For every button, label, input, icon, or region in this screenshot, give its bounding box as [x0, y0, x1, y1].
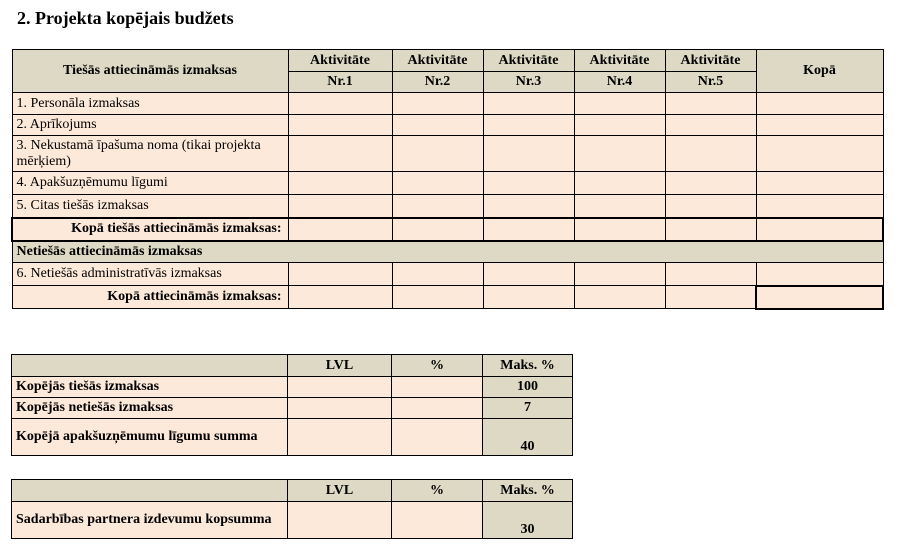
input-cell[interactable] — [665, 218, 756, 241]
input-cell[interactable] — [574, 195, 665, 218]
input-cell[interactable] — [288, 263, 392, 286]
input-cell[interactable] — [756, 172, 883, 195]
input-cell[interactable] — [288, 93, 392, 115]
summary-table — [11, 354, 573, 456]
input-cell[interactable] — [756, 195, 883, 218]
input-cell[interactable] — [483, 195, 574, 218]
input-cell[interactable] — [392, 218, 483, 241]
input-cell[interactable] — [483, 115, 574, 136]
input-cell[interactable] — [288, 377, 392, 398]
input-cell[interactable] — [483, 263, 574, 286]
partner-header-max: Maks. % — [483, 480, 573, 502]
input-cell[interactable] — [665, 136, 756, 172]
input-cell[interactable] — [665, 195, 756, 218]
input-cell[interactable] — [288, 195, 392, 218]
table-row — [12, 502, 573, 539]
input-cell[interactable] — [574, 263, 665, 286]
header-activity-5-top: Aktivitāte — [665, 50, 756, 72]
summary-label-direct: Kopējās tiešās izmaksas — [12, 377, 288, 398]
header-activity-4-top: Aktivitāte — [574, 50, 665, 72]
row-label-indirect-admin: 6. Netiešās administratīvās izmaksas — [12, 263, 288, 286]
input-cell[interactable] — [288, 419, 392, 456]
grand-total-label: Kopā attiecināmās izmaksas: — [12, 286, 288, 309]
input-cell[interactable] — [288, 502, 392, 539]
input-cell[interactable] — [392, 502, 483, 539]
input-cell[interactable] — [288, 115, 392, 136]
input-cell[interactable] — [392, 93, 483, 115]
input-cell[interactable] — [665, 172, 756, 195]
input-cell[interactable] — [756, 93, 883, 115]
input-cell[interactable] — [288, 398, 392, 419]
table-row — [12, 195, 883, 218]
indirect-section-label: Netiešās attiecināmās izmaksas — [12, 241, 883, 263]
input-cell[interactable] — [574, 218, 665, 241]
input-cell[interactable] — [392, 172, 483, 195]
input-cell[interactable] — [288, 172, 392, 195]
input-cell[interactable] — [756, 218, 883, 241]
input-cell[interactable] — [574, 115, 665, 136]
header-activity-3-bottom: Nr.3 — [483, 72, 574, 93]
header-activity-3-top: Aktivitāte — [483, 50, 574, 72]
summary-label-subcontracts: Kopējā apakšuzņēmumu līgumu summa — [12, 419, 288, 456]
input-cell[interactable] — [483, 172, 574, 195]
input-cell[interactable] — [392, 263, 483, 286]
input-cell[interactable] — [574, 93, 665, 115]
summary-max-indirect: 7 — [483, 398, 573, 419]
input-cell[interactable] — [665, 115, 756, 136]
input-cell[interactable] — [288, 136, 392, 172]
budget-table — [11, 49, 884, 310]
header-activity-1-top: Aktivitāte — [288, 50, 392, 72]
partner-header-pct: % — [392, 480, 483, 502]
table-row-direct-total — [12, 218, 883, 241]
table-row — [12, 172, 883, 195]
input-cell[interactable] — [392, 115, 483, 136]
input-cell[interactable] — [483, 136, 574, 172]
summary-header-pct: % — [392, 355, 483, 377]
header-activity-2-bottom: Nr.2 — [392, 72, 483, 93]
input-cell[interactable] — [288, 286, 392, 309]
section-row — [12, 241, 883, 263]
input-cell[interactable] — [665, 93, 756, 115]
direct-total-label: Kopā tiešās attiecināmās izmaksas: — [12, 218, 288, 241]
row-label-personnel: 1. Personāla izmaksas — [12, 93, 288, 115]
input-cell[interactable] — [392, 195, 483, 218]
partner-header-blank — [12, 480, 288, 502]
partner-label: Sadarbības partnera izdevumu kopsumma — [12, 502, 288, 539]
input-cell[interactable] — [483, 218, 574, 241]
summary-max-subcontracts: 40 — [483, 419, 573, 456]
header-direct-costs: Tiešās attiecināmās izmaksas — [12, 50, 288, 93]
table-row — [12, 419, 573, 456]
header-activity-1-bottom: Nr.1 — [288, 72, 392, 93]
row-label-other-direct: 5. Citas tiešās izmaksas — [12, 195, 288, 218]
partner-header-lvl: LVL — [288, 480, 392, 502]
summary-header-blank — [12, 355, 288, 377]
input-cell[interactable] — [574, 172, 665, 195]
table-row — [12, 115, 883, 136]
header-total: Kopā — [756, 50, 883, 93]
summary-header-lvl: LVL — [288, 355, 392, 377]
page-title: 2. Projekta kopējais budžets — [17, 8, 234, 28]
header-activity-2-top: Aktivitāte — [392, 50, 483, 72]
input-cell[interactable] — [756, 115, 883, 136]
table-row — [12, 136, 883, 172]
grand-total-value-cell[interactable] — [756, 286, 883, 309]
input-cell[interactable] — [574, 286, 665, 309]
summary-header-max: Maks. % — [483, 355, 573, 377]
input-cell[interactable] — [392, 377, 483, 398]
row-label-subcontracts: 4. Apakšuzņēmumu līgumi — [12, 172, 288, 195]
table-row — [12, 93, 883, 115]
input-cell[interactable] — [392, 136, 483, 172]
input-cell[interactable] — [288, 218, 392, 241]
input-cell[interactable] — [756, 263, 883, 286]
row-label-equipment: 2. Aprīkojums — [12, 115, 288, 136]
row-label-rent: 3. Nekustamā īpašuma noma (tikai projekta mērķiem) — [12, 136, 288, 172]
summary-label-indirect: Kopējās netiešās izmaksas — [12, 398, 288, 419]
header-activity-5-bottom: Nr.5 — [665, 72, 756, 93]
table-row — [12, 377, 573, 398]
summary-max-direct: 100 — [483, 377, 573, 398]
header-activity-4-bottom: Nr.4 — [574, 72, 665, 93]
input-cell[interactable] — [392, 398, 483, 419]
input-cell[interactable] — [665, 263, 756, 286]
table-row — [12, 398, 573, 419]
input-cell[interactable] — [756, 136, 883, 172]
table-row — [12, 263, 883, 286]
partner-max: 30 — [483, 502, 573, 539]
input-cell[interactable] — [665, 286, 756, 309]
input-cell[interactable] — [483, 93, 574, 115]
table-row-grand-total — [12, 286, 883, 309]
input-cell[interactable] — [483, 286, 574, 309]
input-cell[interactable] — [392, 419, 483, 456]
input-cell[interactable] — [392, 286, 483, 309]
partner-table — [11, 479, 573, 539]
input-cell[interactable] — [574, 136, 665, 172]
